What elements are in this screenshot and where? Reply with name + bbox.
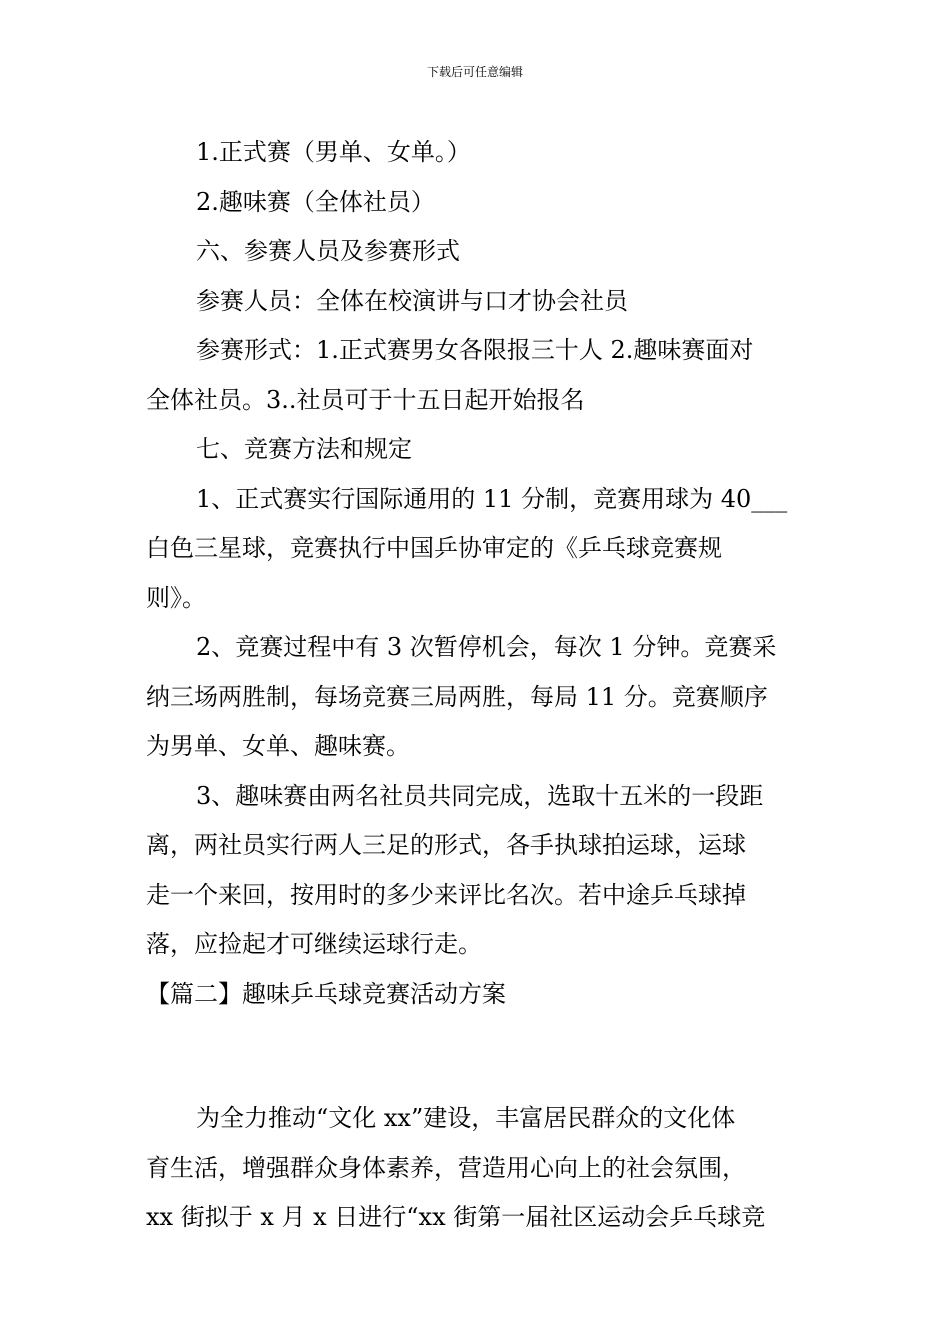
text-line: 2.趣味赛（全体社员） bbox=[196, 187, 435, 216]
section-heading: 七、竞赛方法和规定 bbox=[196, 435, 412, 463]
text-line: 参赛人员：全体在校演讲与口才协会社员 bbox=[196, 286, 628, 315]
text-line: 离，两社员实行两人三足的形式，各手执球拍运球，运球 bbox=[146, 831, 746, 859]
text-line: 为全力推动“文化 xx”建设，丰富居民群众的文化体 bbox=[196, 1104, 736, 1132]
text-line: 2、竞赛过程中有 3 次暂停机会，每次 1 分钟。竞赛采 bbox=[196, 633, 777, 661]
text-line: 白色三星球，竞赛执行中国乒协审定的《乒乓球竞赛规 bbox=[146, 534, 722, 562]
text-line: xx 街拟于 x 月 x 日进行“xx 街第一届社区运动会乒乓球竞 bbox=[146, 1203, 766, 1231]
document-body bbox=[146, 128, 810, 1243]
chapter-heading: 【篇二】趣味乒乓球竞赛活动方案 bbox=[146, 979, 506, 1008]
section-heading: 六、参赛人员及参赛形式 bbox=[196, 237, 460, 265]
text-line: 全体社员。3..社员可于十五日起开始报名 bbox=[146, 385, 585, 414]
text-line: 走一个来回，按用时的多少来评比名次。若中途乒乓球掉 bbox=[146, 880, 746, 909]
text-line: 育生活，增强群众身体素养，营造用心向上的社会氛围， bbox=[146, 1153, 746, 1182]
text-line: 落，应捡起才可继续运球行走。 bbox=[146, 930, 482, 958]
text-line: 纳三场两胜制，每场竞赛三局两胜，每局 11 分。竞赛顺序 bbox=[146, 682, 768, 711]
text-line: 参赛形式：1.正式赛男女各限报三十人 2.趣味赛面对 bbox=[196, 336, 754, 364]
text-line: 则》。 bbox=[146, 583, 206, 612]
text-line: 1.正式赛（男单、女单。） bbox=[196, 138, 471, 166]
paragraph-gap bbox=[146, 1019, 810, 1094]
page-header: 下载后可任意编辑 bbox=[426, 65, 523, 79]
text-line: 为男单、女单、趣味赛。 bbox=[146, 732, 410, 760]
text-line: 1、正式赛实行国际通用的 11 分制，竞赛用球为 40___ bbox=[196, 484, 788, 513]
text-line: 3、趣味赛由两名社员共同完成，选取十五米的一段距 bbox=[196, 781, 764, 810]
